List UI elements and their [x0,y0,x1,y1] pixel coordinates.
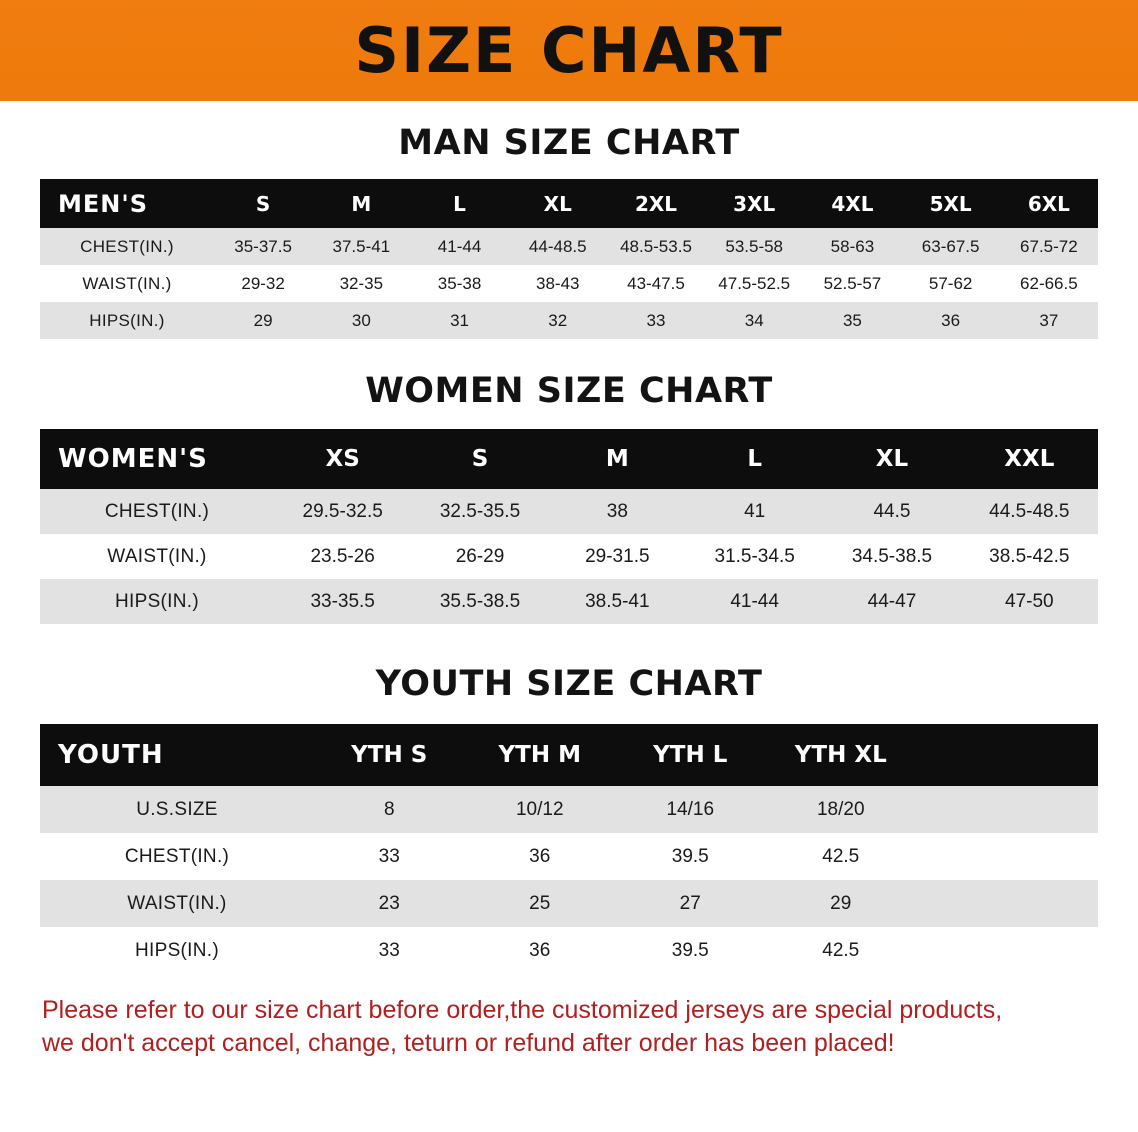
man-table-head [40,179,1098,228]
man-cell: 38-43 [509,265,607,302]
women-col-header: S [471,446,489,472]
man-cell: 35 [803,302,901,339]
man-cell: 35-38 [410,265,508,302]
man-col-header: XL [543,191,572,216]
man-cell: 63-67.5 [902,228,1000,265]
youth-col-header: YTH XL [794,742,887,768]
man-cell: 53.5-58 [705,228,803,265]
page-banner [0,0,1138,101]
table-row [40,880,1098,927]
youth-row-label: WAIST(IN.) [40,880,314,927]
youth-corner-label: YOUTH [58,740,164,770]
youth-cell: 23 [314,880,465,927]
youth-cell-spacer [916,786,1098,833]
youth-cell: 27 [615,880,766,927]
table-row [40,489,1098,534]
women-cell: 33-35.5 [274,579,411,624]
man-header-row [40,179,1098,228]
man-col-header: 5XL [929,191,972,216]
man-table-body [40,228,1098,339]
youth-cell: 33 [314,833,465,880]
man-cell: 43-47.5 [607,265,705,302]
women-cell: 29-31.5 [549,534,686,579]
man-cell: 36 [902,302,1000,339]
man-corner-label: MEN'S [58,189,148,218]
man-cell: 29 [214,302,312,339]
man-col-header: L [453,191,466,216]
women-row-label: HIPS(IN.) [40,579,274,624]
women-cell: 35.5-38.5 [411,579,548,624]
youth-cell: 8 [314,786,465,833]
man-section-title: MAN SIZE CHART [398,123,740,163]
table-row [40,265,1098,302]
youth-table-wrapper [0,724,1138,974]
women-cell: 23.5-26 [274,534,411,579]
women-cell: 44.5 [823,489,960,534]
youth-table-body [40,786,1098,974]
youth-cell-spacer [916,833,1098,880]
women-cell: 41-44 [686,579,823,624]
youth-table-head [40,724,1098,786]
women-row-label: WAIST(IN.) [40,534,274,579]
man-cell: 37.5-41 [312,228,410,265]
women-cell: 38.5-41 [549,579,686,624]
youth-cell-spacer [916,927,1098,974]
man-cell: 52.5-57 [803,265,901,302]
women-cell: 38 [549,489,686,534]
page-title: SIZE CHART [354,13,784,87]
table-row [40,579,1098,624]
women-cell: 34.5-38.5 [823,534,960,579]
women-col-header: L [747,446,762,472]
table-row [40,786,1098,833]
man-cell: 47.5-52.5 [705,265,803,302]
table-row [40,927,1098,974]
man-cell: 67.5-72 [1000,228,1098,265]
youth-cell: 42.5 [766,833,917,880]
youth-row-label: U.S.SIZE [40,786,314,833]
women-table-head [40,429,1098,489]
youth-cell: 36 [465,927,616,974]
women-cell: 47-50 [961,579,1098,624]
youth-header-row [40,724,1098,786]
man-cell: 57-62 [902,265,1000,302]
women-cell: 44.5-48.5 [961,489,1098,534]
youth-size-table [40,724,1098,974]
women-cell: 44-47 [823,579,960,624]
youth-col-header: YTH S [351,742,428,768]
women-corner-label: WOMEN'S [58,444,208,474]
man-row-label: HIPS(IN.) [40,302,214,339]
youth-cell: 33 [314,927,465,974]
man-cell: 30 [312,302,410,339]
women-table-wrapper [0,429,1138,624]
youth-cell: 29 [766,880,917,927]
man-cell: 29-32 [214,265,312,302]
man-cell: 48.5-53.5 [607,228,705,265]
disclaimer-note [0,994,1138,1059]
man-col-header: 2XL [634,191,678,216]
women-cell: 26-29 [411,534,548,579]
man-col-header: 4XL [831,191,874,216]
man-cell: 34 [705,302,803,339]
man-col-header: S [255,191,271,216]
women-cell: 41 [686,489,823,534]
disclaimer-line-2: we don't accept cancel, change, teturn or refund after order has been placed! [42,1028,895,1057]
women-col-header: M [605,446,629,472]
women-col-header: XL [875,446,909,472]
women-row-label: CHEST(IN.) [40,489,274,534]
table-row [40,534,1098,579]
women-cell: 29.5-32.5 [274,489,411,534]
man-cell: 35-37.5 [214,228,312,265]
youth-cell: 14/16 [615,786,766,833]
youth-row-label: CHEST(IN.) [40,833,314,880]
man-cell: 62-66.5 [1000,265,1098,302]
women-col-header: XXL [1004,446,1055,472]
youth-row-label: HIPS(IN.) [40,927,314,974]
youth-cell-spacer [916,880,1098,927]
man-cell: 32-35 [312,265,410,302]
youth-cell: 10/12 [465,786,616,833]
man-col-header: M [351,191,372,216]
women-size-table [40,429,1098,624]
youth-cell: 36 [465,833,616,880]
youth-cell: 39.5 [615,833,766,880]
man-cell: 33 [607,302,705,339]
table-row [40,833,1098,880]
man-size-table [40,179,1098,339]
table-row [40,228,1098,265]
table-row [40,302,1098,339]
man-row-label: WAIST(IN.) [40,265,214,302]
youth-section-title: YOUTH SIZE CHART [375,664,763,704]
youth-cell: 42.5 [766,927,917,974]
man-row-label: CHEST(IN.) [40,228,214,265]
man-table-wrapper [0,179,1138,339]
youth-cell: 18/20 [766,786,917,833]
man-col-header: 6XL [1027,191,1070,216]
women-header-row [40,429,1098,489]
man-cell: 44-48.5 [509,228,607,265]
women-cell: 32.5-35.5 [411,489,548,534]
youth-col-header: YTH L [653,742,728,768]
women-table-body [40,489,1098,624]
youth-cell: 39.5 [615,927,766,974]
man-cell: 41-44 [410,228,508,265]
man-cell: 31 [410,302,508,339]
man-cell: 37 [1000,302,1098,339]
youth-col-spacer [916,724,1098,786]
women-col-header: XS [325,446,360,472]
disclaimer-line-1: Please refer to our size chart before order,the customized jerseys are special products, [42,996,1003,1024]
youth-col-header: YTH M [498,742,581,768]
women-cell: 31.5-34.5 [686,534,823,579]
man-cell: 32 [509,302,607,339]
women-cell: 38.5-42.5 [961,534,1098,579]
man-cell: 58-63 [803,228,901,265]
youth-cell: 25 [465,880,616,927]
man-col-header: 3XL [733,191,776,216]
women-section-title: WOMEN SIZE CHART [365,371,773,411]
